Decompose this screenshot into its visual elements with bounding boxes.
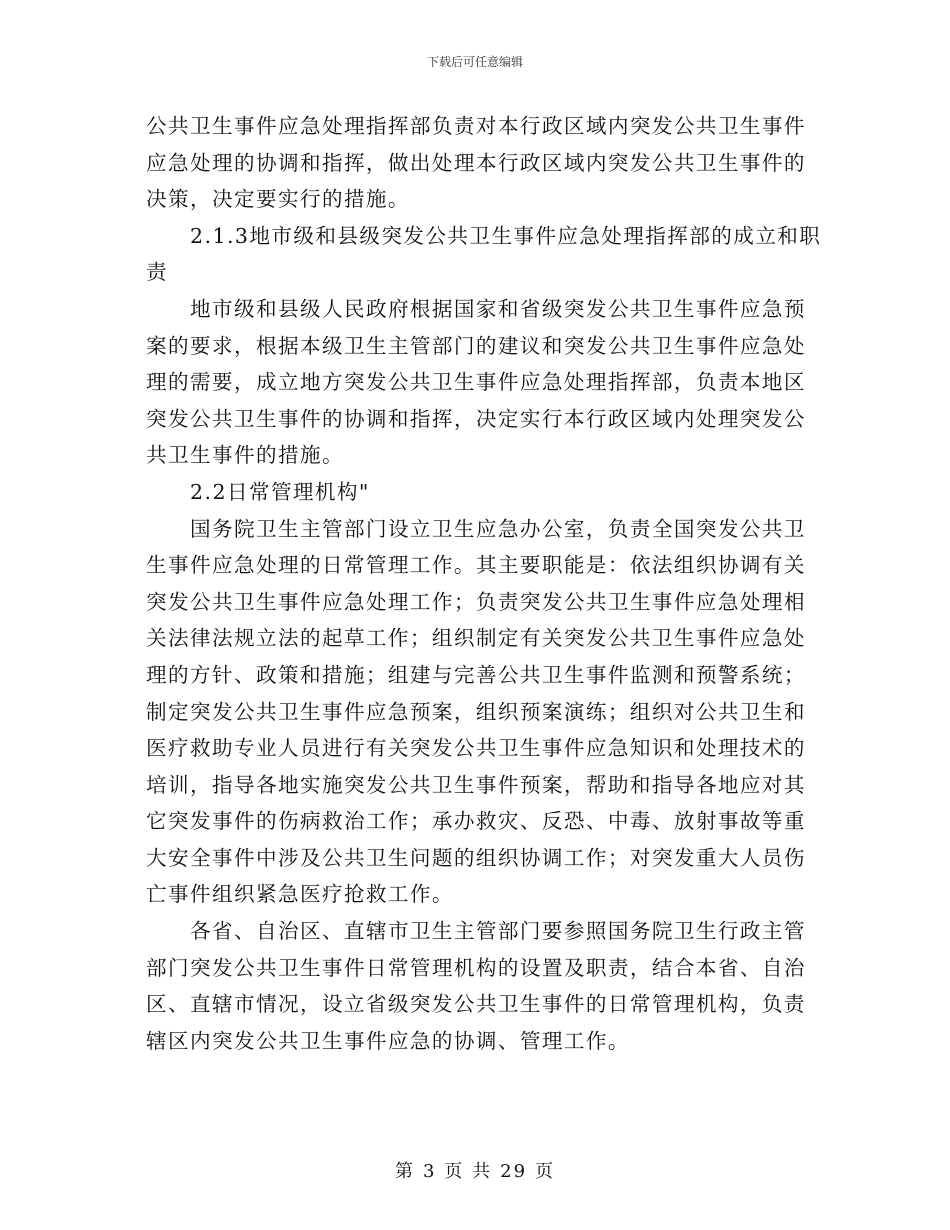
document-body bbox=[146, 108, 822, 1059]
text-line: 区、直辖市情况，设立省级突发公共卫生事件的日常管理机构，负责 bbox=[146, 992, 806, 1017]
text-line: 2.1.3地市级和县级突发公共卫生事件应急处理指挥部的成立和职 bbox=[190, 223, 822, 248]
text-line: 辖区内突发公共卫生事件应急的协调、管理工作。 bbox=[146, 1028, 630, 1053]
text-line: 决策，决定要实行的措施。 bbox=[146, 187, 410, 212]
text-line: 培训，指导各地实施突发公共卫生事件预案，帮助和指导各地应对其 bbox=[146, 772, 806, 797]
text-line: 亡事件组织紧急医疗抢救工作。 bbox=[146, 882, 454, 907]
header-note: 下载后可任意编辑 bbox=[426, 55, 523, 69]
text-line: 理的需要，成立地方突发公共卫生事件应急处理指挥部，负责本地区 bbox=[146, 370, 806, 395]
text-line: 共卫生事件的措施。 bbox=[146, 443, 344, 468]
text-line: 应急处理的协调和指挥，做出处理本行政区域内突发公共卫生事件的 bbox=[146, 150, 806, 175]
total-pages-number: 29 bbox=[500, 1161, 528, 1182]
text-line: 关法律法规立法的起草工作；组织制定有关突发公共卫生事件应急处 bbox=[146, 626, 806, 651]
text-line: 部门突发公共卫生事件日常管理机构的设置及职责，结合本省、自治 bbox=[146, 955, 806, 980]
page-footer bbox=[0, 1157, 950, 1183]
text-line: 理的方针、政策和措施；组建与完善公共卫生事件监测和预警系统； bbox=[146, 662, 806, 687]
text-line: 制定突发公共卫生事件应急预案，组织预案演练；组织对公共卫生和 bbox=[146, 699, 806, 724]
text-line: 国务院卫生主管部门设立卫生应急办公室，负责全国突发公共卫 bbox=[190, 516, 806, 541]
page-label-suffix: 页 bbox=[535, 1161, 556, 1182]
text-line: 责 bbox=[146, 260, 168, 285]
text-line: 大安全事件中涉及公共卫生问题的组织协调工作；对突发重大人员伤 bbox=[146, 845, 806, 870]
text-line: 突发公共卫生事件应急处理工作；负责突发公共卫生事件应急处理相 bbox=[146, 589, 806, 614]
text-line: 案的要求，根据本级卫生主管部门的建议和突发公共卫生事件应急处 bbox=[146, 333, 806, 358]
text-line: 它突发事件的伤病救治工作；承办救灾、反恐、中毒、放射事故等重 bbox=[146, 809, 806, 834]
page-label-prefix: 第 bbox=[394, 1161, 415, 1182]
page-label-mid: 页 共 bbox=[444, 1161, 493, 1182]
text-line: 医疗救助专业人员进行有关突发公共卫生事件应急知识和处理技术的 bbox=[146, 736, 806, 761]
current-page-number: 3 bbox=[422, 1161, 437, 1182]
text-line: 生事件应急处理的日常管理工作。其主要职能是：依法组织协调有关 bbox=[146, 553, 806, 578]
text-line: 2.2日常管理机构" bbox=[190, 479, 370, 504]
text-line: 突发公共卫生事件的协调和指挥，决定实行本行政区域内处理突发公 bbox=[146, 406, 806, 431]
text-line: 地市级和县级人民政府根据国家和省级突发公共卫生事件应急预 bbox=[190, 296, 806, 321]
text-line: 各省、自治区、直辖市卫生主管部门要参照国务院卫生行政主管 bbox=[190, 919, 806, 944]
text-line: 公共卫生事件应急处理指挥部负责对本行政区域内突发公共卫生事件 bbox=[146, 114, 806, 138]
